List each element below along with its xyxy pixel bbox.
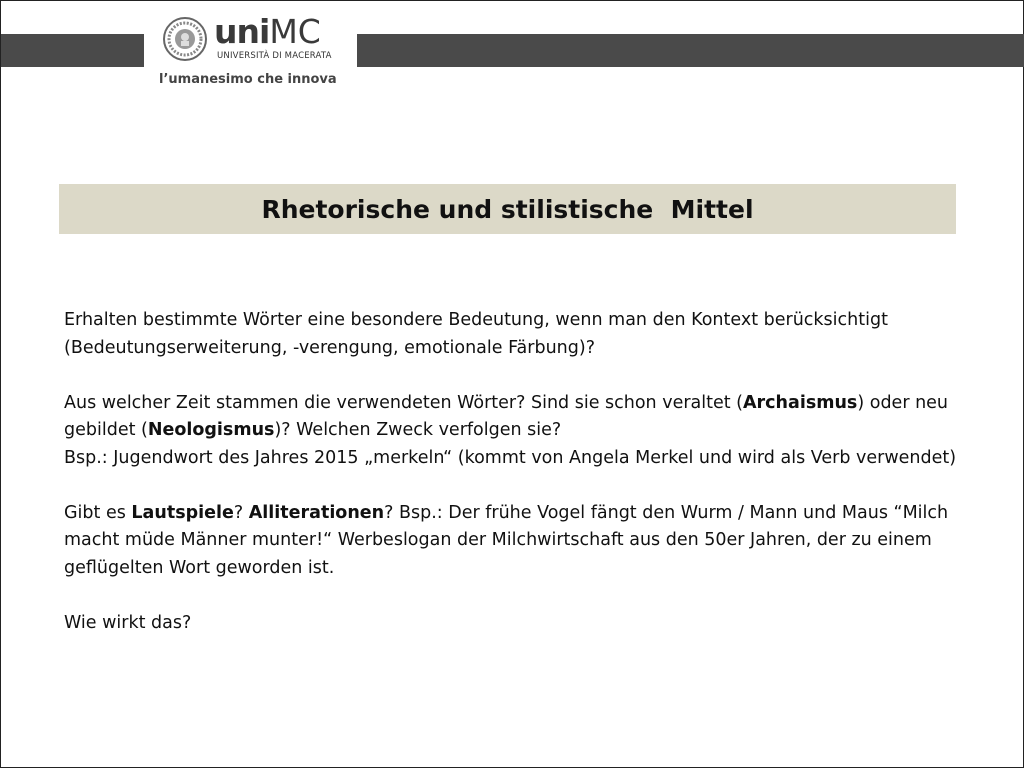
university-logo: [147, 1, 355, 93]
logo-subtitle: UNIVERSITÀ DI MACERATA: [217, 51, 332, 61]
paragraph-sound: Gibt es Lautspiele? Alliterationen? Bsp.: Der frühe Vogel fängt den Wurm / Mann und Maus “Milch macht müde Männer munter!“ Werbeslogan der Milchwirtschaft aus den 50er Jahren, der zu einem geflügelten Wort geworden ist.: [64, 502, 949, 578]
slide-title: Rhetorische und stilistische Mittel: [261, 194, 754, 224]
slide-body: [64, 307, 964, 637]
term-alliterationen: Alliterationen: [248, 502, 385, 523]
term-lautspiele: Lautspiele: [131, 502, 234, 523]
paragraph-time: Aus welcher Zeit stammen die verwendeten Wörter? Sind sie schon veraltet (Archaismus) oder neu gebildet (Neologismus)? Welchen Zweck verfolgen sie?: [64, 392, 949, 440]
header-bar-left: [1, 34, 144, 67]
header-bar-right: [357, 34, 1024, 67]
title-band: [59, 184, 956, 234]
logo-brand: uniMC: [214, 12, 321, 51]
paragraph-question: Wie wirkt das?: [64, 612, 192, 633]
paragraph-context: Erhalten bestimmte Wörter eine besondere Bedeutung, wenn man den Kontext berücksichtigt (Bedeutungserweiterung, -verengung, emotionale Färbung)?: [64, 310, 888, 358]
university-seal-icon: [163, 17, 207, 61]
tagline: l’umanesimo che innova: [159, 72, 337, 87]
term-archaismus: Archaismus: [743, 392, 858, 413]
term-neologismus: Neologismus: [147, 420, 275, 440]
paragraph-example: Bsp.: Jugendwort des Jahres 2015 „merkeln“ (kommt von Angela Merkel und wird als Verb verwendet): [64, 447, 957, 468]
